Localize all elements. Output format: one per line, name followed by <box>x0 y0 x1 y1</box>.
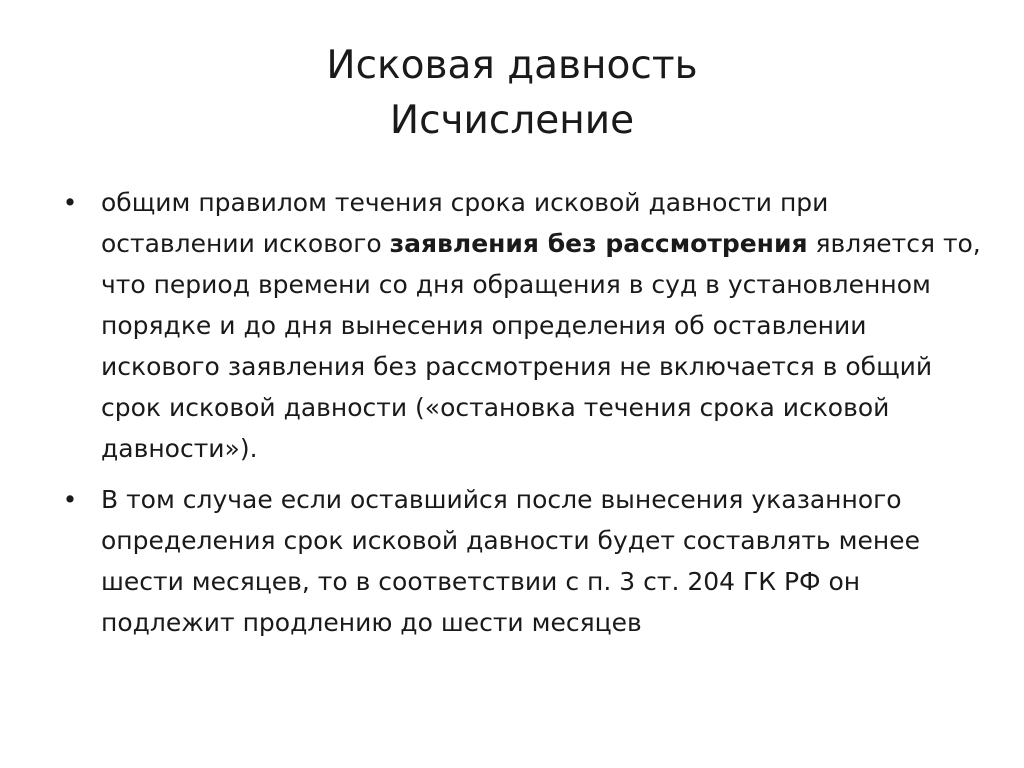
slide-title <box>0 38 1024 148</box>
bullet-marker: • <box>62 188 78 217</box>
bullet-item-2 <box>60 479 990 643</box>
bullet-1-text-start: общим правилом течения срока исковой давности при оставлении искового <box>101 188 829 258</box>
bullet-2-text: В том случае если оставшийся после вынесения указанного определения срок исковой давности будет составлять менее шести месяцев, то в соответствии с п. 3 ст. 204 ГК РФ он подлежит продлению до шести месяцев <box>101 485 920 637</box>
bullet-1-text-end: является то, что период времени со дня обращения в суд в установленном порядке и до дня вынесения определения об оставлении искового заявления без рассмотрения не включается в общий срок исковой давности («остановка течения срока исковой давности»). <box>101 229 981 463</box>
bullet-item-1 <box>60 182 990 469</box>
title-line-2: Исчисление <box>389 98 635 143</box>
bullet-1-bold-text: заявления без рассмотрения <box>389 229 808 258</box>
bullet-list <box>60 182 990 653</box>
title-line-1: Исковая давность <box>326 43 698 88</box>
bullet-marker: • <box>62 485 78 514</box>
